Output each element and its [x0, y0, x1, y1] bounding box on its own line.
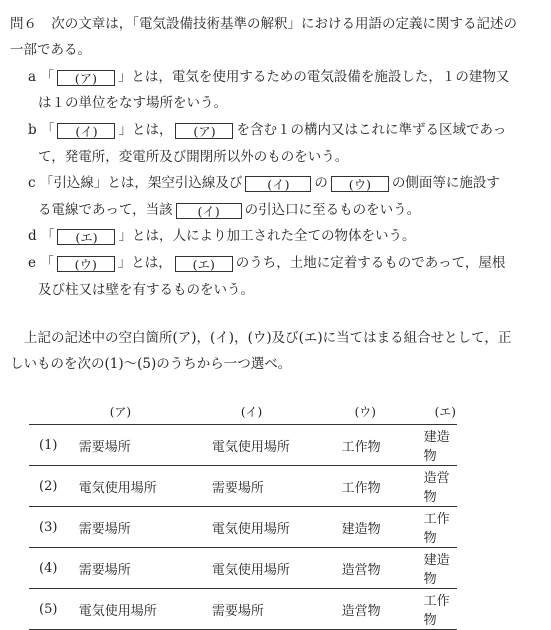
table-row[interactable] — [29, 548, 457, 589]
choice-number: (5) — [29, 589, 78, 630]
answer-table — [29, 398, 457, 630]
header-cell-e: (エ) — [434, 404, 456, 419]
choice-number: (1) — [29, 425, 78, 466]
item-d-line-1 — [28, 226, 415, 246]
item-e-label: e — [28, 255, 36, 271]
cell-u: 工作物 — [341, 425, 423, 466]
cell-i: 需要場所 — [211, 466, 341, 507]
question-text: 次の文章は，「電気設備技術基準の解釈」における用語の定義に関する記述の — [51, 16, 518, 32]
item-c-label: c — [28, 175, 36, 191]
cell-u: 造営物 — [341, 548, 423, 589]
cell-u: 工作物 — [341, 466, 423, 507]
item-b-label: b — [28, 122, 37, 138]
blank-box-e1: (ウ) — [57, 256, 115, 272]
cell-e: 工作物 — [423, 589, 457, 630]
open-quote: 「 — [40, 228, 55, 244]
item-c-text-4: る電線であって，当該 — [38, 202, 173, 218]
question-number: 問６ — [10, 16, 37, 32]
header-cell-u: (ウ) — [354, 404, 376, 419]
cell-i: 電気使用場所 — [211, 507, 341, 548]
item-c-text-5: の引込口に至るものをいう。 — [244, 202, 421, 218]
cell-a: 需要場所 — [78, 425, 211, 466]
cell-a: 電気使用場所 — [78, 466, 211, 507]
cell-i: 電気使用場所 — [211, 548, 341, 589]
item-a-label: a — [28, 69, 37, 85]
blank-box-e2: (エ) — [175, 256, 233, 272]
cell-a: 電気使用場所 — [78, 589, 211, 630]
item-b-line-1 — [28, 120, 506, 140]
item-c-line-2 — [38, 200, 420, 220]
blank-box-c1: (イ) — [245, 176, 311, 192]
cell-e: 造営物 — [423, 466, 457, 507]
blank-box-c3: (イ) — [176, 203, 242, 219]
table-row[interactable] — [29, 507, 457, 548]
item-e-line-2: 及び柱又は壁を有するものをいう。 — [38, 282, 254, 298]
table-row[interactable] — [29, 425, 457, 466]
choice-number: (4) — [29, 548, 78, 589]
item-d-label: d — [28, 228, 37, 244]
item-a-line-2: は１の単位をなす場所をいう。 — [38, 95, 227, 111]
question-line-2: 一部である。 — [10, 42, 91, 58]
blank-box-b1: (イ) — [57, 123, 115, 139]
item-b-line-2: て，発電所，変電所及び開閉所以外のものをいう。 — [38, 149, 349, 165]
item-e-text-1: 」とは， — [117, 255, 172, 271]
choice-number: (2) — [29, 466, 78, 507]
blank-box-a: (ア) — [57, 70, 115, 86]
item-b-text-1: 」とは， — [118, 122, 173, 138]
item-b-text-2: を含む１の構内又はこれに準ずる区域であっ — [236, 122, 507, 138]
instruction-line-2: しいものを次の(1)～(5)のうちから一つ選べ。 — [10, 356, 292, 372]
item-c-text-1: 「引込線」とは，架空引込線及び — [39, 175, 243, 191]
answer-table-header — [29, 398, 457, 425]
open-quote: 「 — [40, 69, 54, 85]
blank-box-d: (エ) — [57, 229, 115, 245]
cell-e: 工作物 — [423, 507, 457, 548]
item-e-text-2: のうち，土地に定着するものであって，屋根 — [235, 255, 506, 271]
question-line-1 — [10, 14, 517, 34]
cell-e: 建造物 — [423, 425, 457, 466]
open-quote: 「 — [40, 255, 54, 271]
item-e-line-1 — [28, 253, 505, 273]
item-c-text-2: の — [314, 175, 328, 191]
header-cell-a: (ア) — [109, 404, 132, 419]
item-a-line-1 — [28, 67, 509, 87]
cell-u: 建造物 — [341, 507, 423, 548]
header-cell-blank — [29, 398, 78, 425]
item-c-line-1 — [28, 173, 500, 193]
table-row[interactable] — [29, 466, 457, 507]
cell-a: 需要場所 — [78, 507, 211, 548]
instruction-line-1: 上記の記述中の空白箇所(ア)，(イ)，(ウ)及び(エ)に当てはまる組合せとして，正 — [24, 330, 512, 346]
blank-box-c2: (ウ) — [331, 176, 389, 192]
open-quote: 「 — [40, 122, 55, 138]
blank-box-b2: (ア) — [175, 123, 233, 139]
cell-i: 需要場所 — [211, 589, 341, 630]
cell-u: 造営物 — [341, 589, 423, 630]
header-cell-i: (イ) — [240, 404, 263, 419]
cell-e: 建造物 — [423, 548, 457, 589]
cell-a: 需要場所 — [78, 548, 211, 589]
item-a-text: 」とは，電気を使用するための電気設備を施設した，１の建物又 — [117, 69, 510, 85]
cell-i: 電気使用場所 — [211, 425, 341, 466]
choice-number: (3) — [29, 507, 78, 548]
item-d-text: 」とは，人により加工された全ての物体をいう。 — [118, 228, 416, 244]
item-c-text-3: の側面等に施設す — [391, 175, 500, 191]
table-row[interactable] — [29, 589, 457, 630]
